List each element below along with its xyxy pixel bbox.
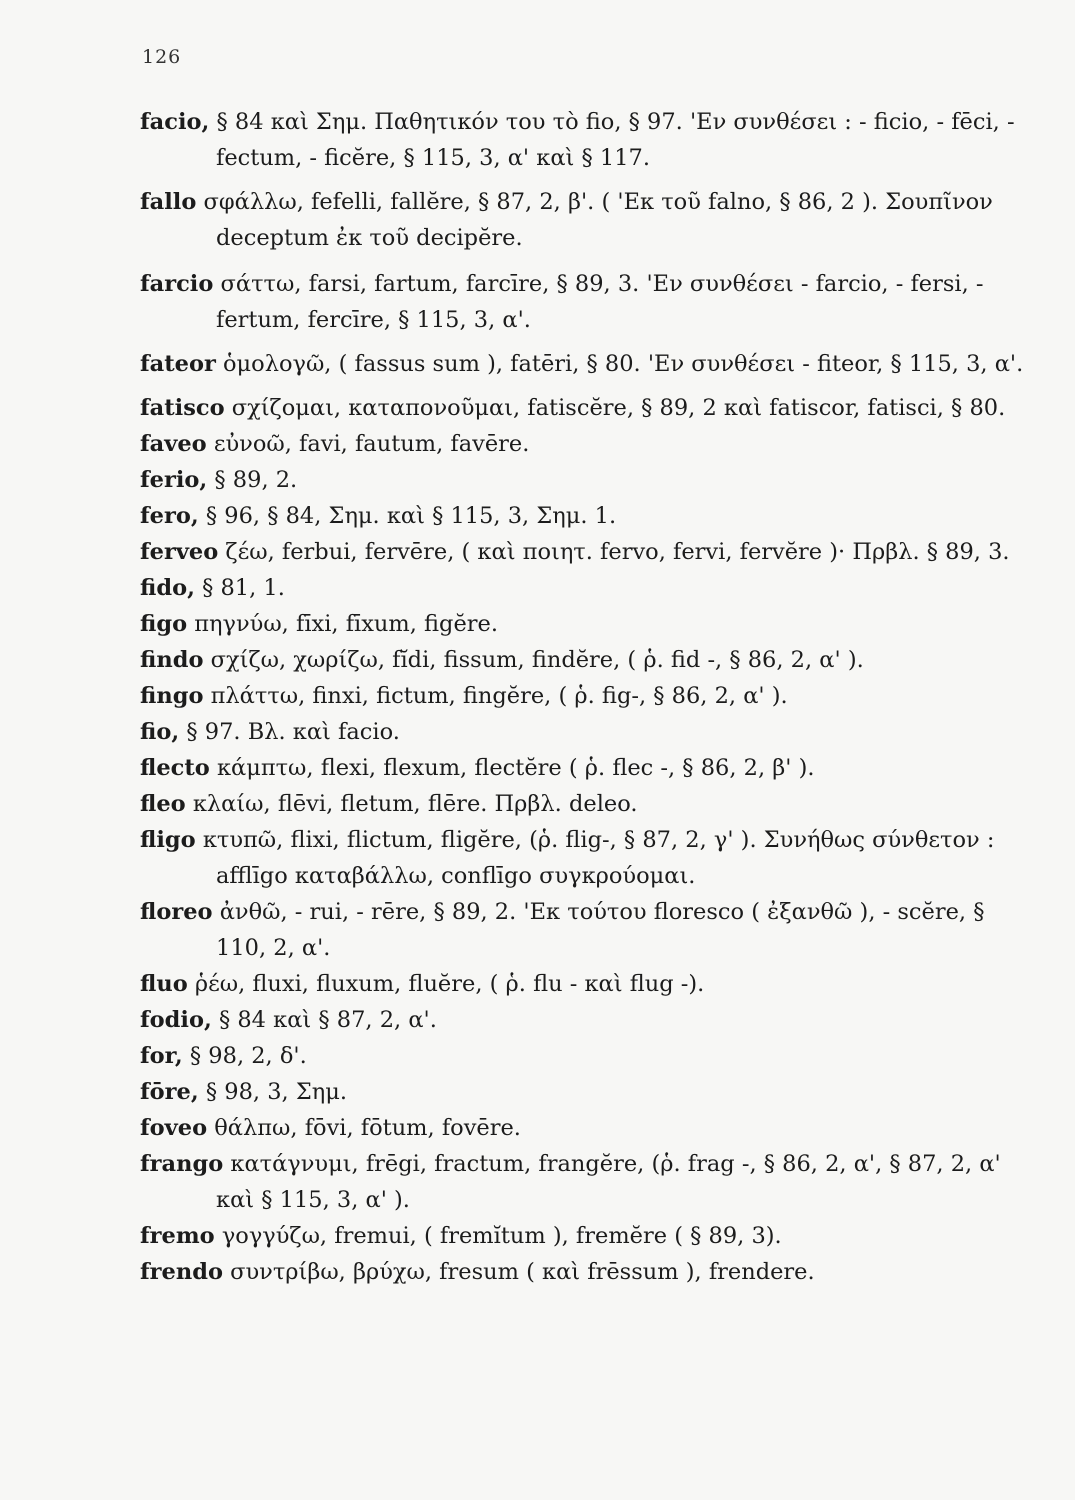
entry-ferveo bbox=[140, 534, 1040, 570]
entry-floreo bbox=[140, 894, 1040, 966]
headword: ferveo bbox=[140, 539, 219, 565]
entry-fingo bbox=[140, 678, 1040, 714]
headword: flecto bbox=[140, 755, 210, 781]
entry-fligo bbox=[140, 822, 1040, 894]
entry-text: εὐνοῶ, favi, fautum, favēre. bbox=[213, 431, 530, 457]
headword: floreo bbox=[140, 899, 213, 925]
entry-text: § 81, 1. bbox=[202, 575, 285, 601]
headword: fōre, bbox=[140, 1079, 199, 1105]
entry-fodio bbox=[140, 1002, 1040, 1038]
entry-text: ῥέω, fluxi, fluxum, fluĕre, ( ῥ. flu - καὶ flug -). bbox=[194, 971, 705, 997]
headword: facio, bbox=[140, 109, 210, 135]
headword: fatisco bbox=[140, 395, 225, 421]
entry-text: γογγύζω, fremui, ( fremĭtum ), fremĕre ( § 89, 3). bbox=[221, 1223, 782, 1249]
headword: faveo bbox=[140, 431, 207, 457]
entry-text: § 84 καὶ Σημ. Παθητικόν του τὸ fio, § 97. 'Εν συνθέσει : - ficio, - fēci, - fectum, - ficĕre, § 115, 3, α' καὶ § 117. bbox=[216, 109, 1015, 171]
headword: fallo bbox=[140, 189, 197, 215]
entry-text: σφάλλω, fefelli, fallĕre, § 87, 2, β'. ( 'Εκ τοῦ falno, § 86, 2 ). Σουπῖνον deceptum ἐκ τοῦ decipĕre. bbox=[203, 189, 993, 251]
entry-text: κάμπτω, flexi, flexum, flectĕre ( ῥ. flec -, § 86, 2, β' ). bbox=[216, 755, 815, 781]
headword: for, bbox=[140, 1043, 183, 1069]
entry-frango bbox=[140, 1146, 1040, 1218]
headword: fateor bbox=[140, 351, 216, 377]
entry-text: πηγνύω, fīxi, fīxum, figĕre. bbox=[194, 611, 498, 637]
entry-fateor bbox=[140, 346, 1040, 382]
headword: ferio, bbox=[140, 467, 208, 493]
entry-text: § 98, 3, Σημ. bbox=[205, 1079, 347, 1105]
entry-fleo bbox=[140, 786, 1040, 822]
headword: frendo bbox=[140, 1259, 223, 1285]
headword: fodio, bbox=[140, 1007, 212, 1033]
entry-text: ἀνθῶ, - rui, - rēre, § 89, 2. 'Εκ τούτου floresco ( ἐξανθῶ ), - scĕre, § 110, 2, α'. bbox=[216, 899, 985, 961]
headword: fingo bbox=[140, 683, 204, 709]
entry-fero bbox=[140, 498, 1040, 534]
entry-figo bbox=[140, 606, 1040, 642]
entry-text: πλάττω, finxi, fictum, fingĕre, ( ῥ. fig-, § 86, 2, α' ). bbox=[210, 683, 788, 709]
entry-text: σχίζομαι, καταπονοῦμαι, fatiscĕre, § 89, 2 καὶ fatiscor, fatisci, § 80. bbox=[231, 395, 1006, 421]
headword: fligo bbox=[140, 827, 196, 853]
entry-fore bbox=[140, 1074, 1040, 1110]
headword: figo bbox=[140, 611, 188, 637]
headword: findo bbox=[140, 647, 204, 673]
entry-farcio bbox=[140, 266, 1040, 338]
entry-text: § 89, 2. bbox=[214, 467, 298, 493]
entry-foveo bbox=[140, 1110, 1040, 1146]
headword: fio, bbox=[140, 719, 180, 745]
dictionary-entries bbox=[140, 104, 1040, 1290]
entry-text: ὁμολογῶ, ( fassus sum ), fatēri, § 80. 'Εν συνθέσει - fiteor, § 115, 3, α'. bbox=[222, 351, 1024, 377]
headword: fido, bbox=[140, 575, 195, 601]
entry-for bbox=[140, 1038, 1040, 1074]
entry-fido bbox=[140, 570, 1040, 606]
entry-frendo bbox=[140, 1254, 1040, 1290]
headword: fremo bbox=[140, 1223, 215, 1249]
entry-text: § 98, 2, δ'. bbox=[189, 1043, 307, 1069]
page-number: 126 bbox=[142, 46, 182, 68]
headword: foveo bbox=[140, 1115, 208, 1141]
headword: fleo bbox=[140, 791, 186, 817]
headword: frango bbox=[140, 1151, 224, 1177]
entry-ferio bbox=[140, 462, 1040, 498]
entry-fio bbox=[140, 714, 1040, 750]
entry-text: κατάγνυμι, frēgi, fractum, frangĕre, (ῥ. frag -, § 86, 2, α', § 87, 2, α' καὶ § 115, 3, α' ). bbox=[216, 1151, 1001, 1213]
entry-text: κτυπῶ, flixi, flictum, fligĕre, (ῥ. flig-, § 87, 2, γ' ). Συνήθως σύνθετον : afflīgo καταβάλλω, conflīgo συγκρούομαι. bbox=[202, 827, 995, 889]
entry-text: σάττω, farsi, fartum, farcīre, § 89, 3. 'Εν συνθέσει - farcio, - fersi, - fertum, fercīre, § 115, 3, α'. bbox=[216, 271, 984, 333]
entry-text: ζέω, ferbui, fervēre, ( καὶ ποιητ. fervo, fervi, fervĕre )· Πρβλ. § 89, 3. bbox=[225, 539, 1010, 565]
headword: fero, bbox=[140, 503, 199, 529]
entry-text: κλαίω, flēvi, fletum, flēre. Πρβλ. deleo. bbox=[192, 791, 638, 817]
entry-text: § 96, § 84, Σημ. καὶ § 115, 3, Σημ. 1. bbox=[205, 503, 617, 529]
entry-text: θάλπω, fōvi, fōtum, fovēre. bbox=[214, 1115, 521, 1141]
entry-fremo bbox=[140, 1218, 1040, 1254]
headword: farcio bbox=[140, 271, 214, 297]
entry-findo bbox=[140, 642, 1040, 678]
entry-text: σχίζω, χωρίζω, fĭdi, fissum, findĕre, ( ῥ. fid -, § 86, 2, α' ). bbox=[210, 647, 864, 673]
entry-faveo bbox=[140, 426, 1040, 462]
entry-text: συντρίβω, βρύχω, fresum ( καὶ frēssum ), frendere. bbox=[230, 1259, 815, 1285]
headword: fluo bbox=[140, 971, 188, 997]
entry-text: § 97. Βλ. καὶ facio. bbox=[186, 719, 400, 745]
entry-text: § 84 καὶ § 87, 2, α'. bbox=[218, 1007, 437, 1033]
entry-fatisco bbox=[140, 390, 1040, 426]
entry-facio bbox=[140, 104, 1040, 176]
entry-fallo bbox=[140, 184, 1040, 256]
entry-fluo bbox=[140, 966, 1040, 1002]
entry-flecto bbox=[140, 750, 1040, 786]
